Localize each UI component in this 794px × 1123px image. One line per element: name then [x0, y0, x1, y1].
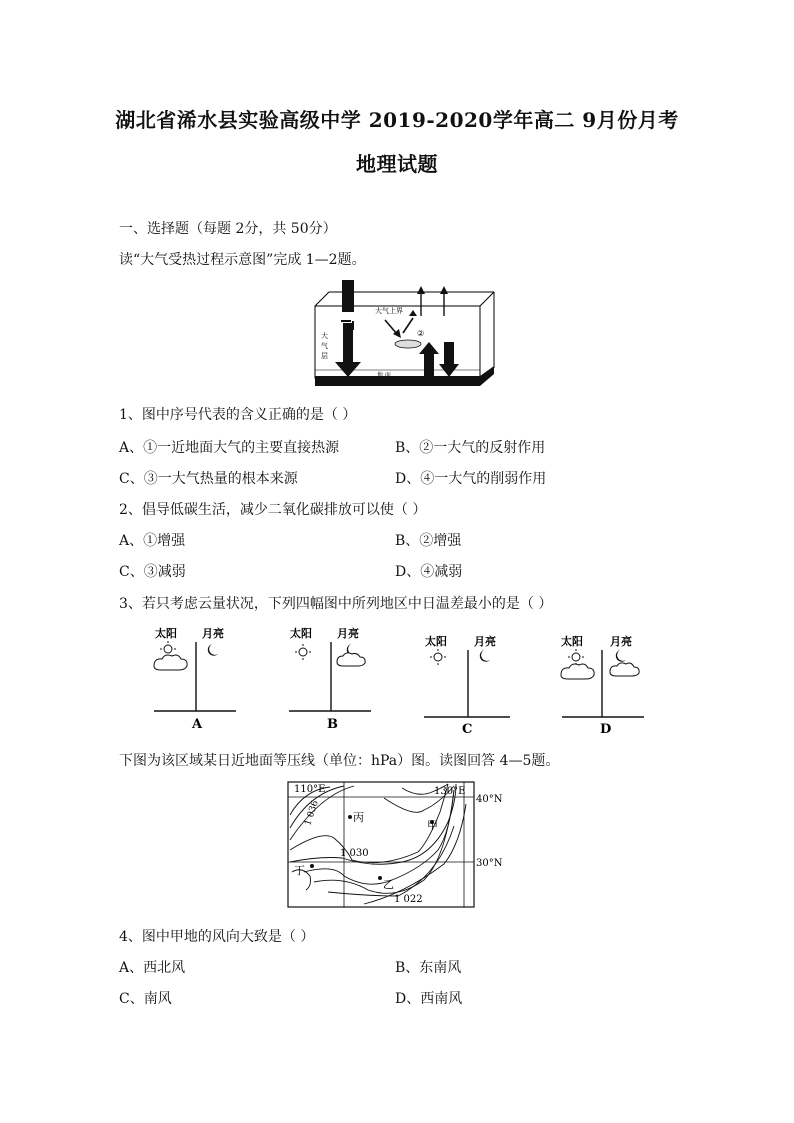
atmosphere-heating-diagram	[305, 278, 495, 390]
q3-panel-a	[150, 622, 240, 734]
label-atmosphere-layer-2: 气	[321, 342, 328, 350]
label-isobar-1030: 1 030	[340, 848, 369, 859]
panel-letter: D	[600, 722, 612, 737]
sun-label: 太阳	[155, 627, 177, 640]
sun-label: 太阳	[290, 627, 312, 640]
moon-icon	[480, 650, 490, 662]
label-lon-left: 110°E	[294, 784, 326, 795]
outgoing-arrow	[403, 318, 413, 333]
sun-label: 太阳	[425, 635, 447, 648]
atmospheric-counter-radiation-arrow	[444, 342, 454, 364]
moon-label: 月亮	[202, 627, 224, 640]
cloud-icon	[154, 655, 187, 670]
outgoing-arrow-head	[409, 310, 417, 316]
q1-option-c[interactable]: C、③一大气热量的根本来源	[119, 471, 298, 487]
label-lat-mid: 30°N	[476, 858, 503, 869]
incoming-arrow	[385, 320, 397, 334]
ground-radiation-arrow	[424, 354, 434, 376]
solar-radiation-arrow	[342, 280, 354, 312]
label-ground: 地 面	[377, 372, 391, 379]
label-atmosphere-layer-3: 层	[321, 352, 328, 360]
escape-arrow-head	[417, 286, 425, 294]
q4-option-b[interactable]: B、东南风	[395, 960, 462, 976]
q2-stem: 2、倡导低碳生活，减少二氧化碳排放可以使（ ）	[119, 502, 427, 518]
sun-icon	[568, 649, 584, 665]
intro-text-2: 下图为该区域某日近地面等压线（单位：hPa）图。读图回答 4—5题。	[119, 753, 560, 769]
q1-option-d[interactable]: D、④一大气的削弱作用	[395, 471, 547, 487]
panel-letter: A	[192, 717, 203, 732]
sun-icon	[430, 649, 446, 665]
q4-stem: 4、图中甲地的风向大致是（ ）	[119, 929, 315, 945]
cloud-icon	[610, 663, 639, 676]
moon-icon	[616, 650, 626, 662]
label-isobar-1036: 1 036	[303, 799, 321, 827]
doc-subtitle: 地理试题	[356, 152, 438, 176]
panel-letter: B	[327, 717, 338, 732]
q2-option-b[interactable]: B、②增强	[395, 533, 462, 549]
cloud-icon	[337, 653, 365, 666]
q3-panel-b	[285, 622, 375, 734]
moon-label: 月亮	[474, 635, 496, 648]
moon-icon	[208, 644, 218, 656]
q3-stem: 3、若只考虑云量状况，下列四幅图中所列地区中日温差最小的是（ ）	[119, 596, 553, 612]
q4-option-c[interactable]: C、南风	[119, 991, 172, 1007]
q4-option-a[interactable]: A、西北风	[119, 960, 186, 976]
label-yi: 乙	[383, 878, 394, 891]
section-heading: 一、选择题（每题 2分，共 50分）	[119, 221, 337, 237]
moon-label: 月亮	[610, 635, 632, 648]
q4-option-d[interactable]: D、西南风	[395, 991, 463, 1007]
box-edge	[480, 292, 494, 306]
doc-title: 湖北省浠水县实验高级中学 2019-2020学年高二 9月份月考	[115, 108, 679, 132]
q2-option-c[interactable]: C、③减弱	[119, 564, 186, 580]
label-atmosphere-top: 大气上界	[375, 307, 403, 315]
label-jia: 甲	[427, 819, 438, 832]
q2-option-a[interactable]: A、①增强	[119, 533, 186, 549]
cloud-icon	[395, 340, 421, 348]
box-edge	[315, 292, 329, 306]
map-frame	[288, 782, 474, 907]
q2-option-d[interactable]: D、④减弱	[395, 564, 463, 580]
sun-label: 太阳	[561, 635, 583, 648]
atmospheric-counter-radiation-arrow-head	[439, 364, 459, 377]
panel-letter: C	[462, 722, 473, 737]
intro-text-1: 读“大气受热过程示意图”完成 1—2题。	[119, 252, 366, 268]
solar-radiation-arrow	[343, 323, 353, 363]
escape-arrow-head	[440, 286, 448, 294]
q3-panel-c	[420, 630, 515, 742]
place-yi-dot	[378, 876, 382, 880]
label-bing: 丙	[353, 811, 364, 824]
place-ding-dot	[310, 864, 314, 868]
label-lon-right: 130°E	[434, 786, 466, 797]
mark-2: ②	[417, 329, 425, 338]
isobar-map	[284, 780, 504, 910]
place-bing-dot	[348, 815, 352, 819]
label-ding: 丁	[294, 864, 305, 877]
moon-label: 月亮	[337, 627, 359, 640]
sun-icon	[295, 644, 311, 660]
q1-stem: 1、图中序号代表的含义正确的是（ ）	[119, 407, 357, 423]
solar-arrow-head	[335, 362, 361, 377]
label-atmosphere-layer-1: 大	[321, 332, 328, 340]
cloud-icon	[561, 664, 594, 679]
label-lat-top: 40°N	[476, 794, 503, 805]
q1-option-a[interactable]: A、①一近地面大气的主要直接热源	[119, 440, 340, 456]
label-isobar-1022: 1 022	[394, 894, 423, 905]
q1-option-b[interactable]: B、②一大气的反射作用	[395, 440, 546, 456]
ground-radiation-arrow-head	[419, 342, 439, 354]
q3-panel-d	[556, 630, 648, 742]
